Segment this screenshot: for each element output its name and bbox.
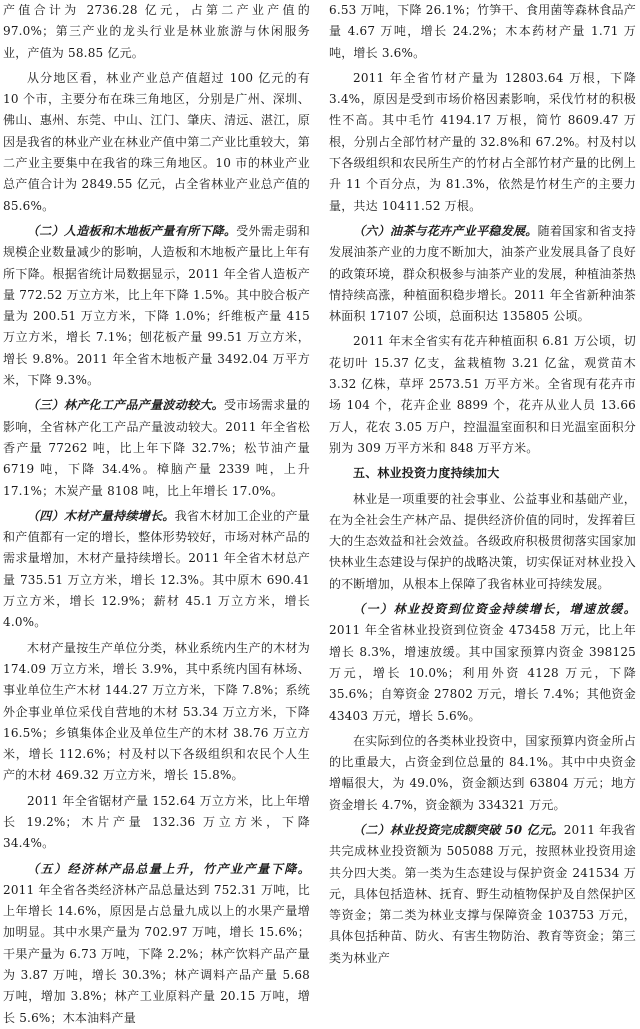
paragraph: 从分地区看，林业产业总产值超过 100 亿元的有 10 个市，主要分布在珠三角地区，分别是广州、深圳、佛山、惠州、东莞、中山、江门、肇庆、清远、湛江，原因是我省的林业产业在林业产值中第二产业比重较大，第二产业主要集中在我省的珠三角地区。10 市的林业产业总产值合计为 2849.55 亿元，占全省林业产业总产值的 85.6%。 [3, 70, 310, 213]
section-lead: （五）经济林产品总量上升，竹产业产量下降。 [27, 861, 310, 876]
paragraph: 林业是一项重要的社会事业、公益事业和基础产业，在为全社会生产林产品、提供经济价值的同时，发挥着巨大的生态效益和社会效益。各级政府积极贯彻落实国家加快林业生态建设与保护的战略决策，切实保证对林业投入的不断增加，从根本上保障了我省林业可持续发展。 [329, 491, 636, 591]
paragraph: 2011 年全省竹材产量为 12803.64 万根，下降 3.4%，原因是受到市场价格因素影响，采伐竹材的积极性不高。其中毛竹 4194.17 万根，简竹 8609.47 万根，分别占全部竹材产量的 32.8%和 67.2%。村及村以下各级组织和农民所生产的竹材占全部竹材产量的比例上升 11 个百分点，为 81.3%，依然是竹材生产的主要力量，共达 10411.52 万根。 [329, 70, 636, 213]
section-paragraph [3, 859, 310, 1029]
paragraph: 木材产量按生产单位分类，林业系统内生产的木材为 174.09 万立方米，增长 3.9%，其中系统内国有林场、事业单位生产木材 144.27 万立方米，下降 7.8%；系统外企事业单位采伐自营地的木材 53.34 万立方米，下降 16.5%；乡镇集体企业及单位生产的木材 38.76 万立方米，增长 112.6%；村及村以下各级组织和农民个人生产的木材 469.32 万立方米，增长 15.8%。 [3, 640, 310, 783]
section-paragraph [329, 599, 636, 727]
right-column [329, 0, 636, 965]
section-body: 随着国家和省支持发展油茶产业的力度不断加大，油茶产业发展具备了良好的政策环境，群众积极参与油茶产业的发展，种植油茶热情持续高涨，种植面积稳步增长。2011 年全省新种油茶林面积 17107 公顷，总面积达 135805 公顷。 [329, 223, 636, 324]
section-paragraph [3, 395, 310, 501]
section-paragraph [3, 221, 310, 391]
section-body: 受外需走弱和规模企业数量减少的影响，人造板和木地板产量比上年有所下降。根据省统计局数据显示，2011 年全省人造板产量 772.52 万立方米，比上年下降 1.5%。其中胶合板产量为 200.51 万立方米，下降 1.0%；纤维板产量 415 万立方米，增长 7.1%；刨花板产量 99.51 万立方米，增长 9.8%。2011 年全省木地板产量 3492.04 万平方米，下降 9.3%。 [3, 223, 310, 388]
section-lead: （一）林业投资到位资金持续增长，增速放缓。 [353, 602, 636, 617]
paragraph: 在实际到位的各类林业投资中，国家预算内资金所占的比重最大，占资金到位总量的 84.1%。其中中央资金增幅很大，为 49.0%，资金额达到 63804 万元；地方资金增长 4.7%，资金额为 334321 万元。 [329, 733, 636, 812]
section-body: 2011 年全省各类经济林产品总量达到 752.31 万吨，比上年增长 14.6%，原因是占总量九成以上的水果产量增加明显。其中水果产量为 702.97 万吨，增长 15.6%；干果产量为 6.73 万吨，下降 2.2%；林产饮料产品产量为 3.87 万吨，增长 30.3%；林产调料产品产量 5.68 万吨，增加 3.8%；林产工业原料产量 20.15 万吨，增长 5.6%；木本油料产量 [3, 882, 310, 1025]
paragraph: 2011 年末全省实有花卉种植面积 6.81 万公顷，切花切叶 15.37 亿支，盆栽植物 3.21 亿盆，观赏苗木 3.32 亿株，草坪 2573.51 万平方米。全省现有花卉市场 104 个，花卉企业 8899 个，花卉从业人员 13.66 万人，花农 3.05 万户，控温温室面积和日光温室面积分别为 309 万平方米和 848 万平方米。 [329, 334, 636, 455]
section-paragraph [3, 506, 310, 634]
section-lead: （二）林业投资完成额突破 50 亿元。 [353, 822, 564, 837]
section-paragraph [329, 820, 636, 969]
section-lead: （四）木材产量持续增长。 [27, 508, 175, 523]
left-column [3, 0, 311, 1025]
section-paragraph [329, 221, 636, 327]
paragraph: 产值合计为 2736.28 亿元，占第二产业产值的 97.0%；第三产业的龙头行业是林业旅游与休闲服务业，产值为 58.85 亿元。 [3, 3, 310, 60]
section-body: 2011 年全省林业投资到位资金 473458 万元，比上年增长 8.3%，增速放缓。其中国家预算内资金 398125 万元，增长 10.0%；利用外资 4128 万元，下降 35.6%；自筹资金 27802 万元，增长 7.4%；其他资金 43403 万元，增长 5.6%。 [329, 623, 636, 723]
section-heading: 五、林业投资力度持续加大 [353, 466, 500, 481]
section-body: 我省木材加工企业的产量和产值都有一定的增长，整体形势较好，市场对林产品的需求量增加，木材产量持续增长。2011 年全省木材总产量 735.51 万立方米，增长 12.3%。其中原木 690.41 万立方米，增长 12.9%；薪材 45.1 万立方米，增长 4.0%。 [3, 508, 311, 630]
section-body: 2011 年我省共完成林业投资额为 505088 万元，按照林业投资用途共分四大类。第一类为生态建设与保护资金 241534 万元，具体包括造林、抚育、野生动植物保护及自然保护区等资金；第二类为林业支撑与保障资金 103753 万元，具体包括种苗、防火、有害生物防治、教育等资金；第三类为林业产 [329, 822, 636, 965]
section-lead: （二）人造板和木地板产量有所下降。 [27, 223, 237, 238]
section-body: 受市场需求量的影响，全省林产化工产品产量波动较大。2011 年全省松香产量 77262 吨，比上年下降 32.7%；松节油产量 6719 吨，下降 34.4%。樟脑产量 2339 吨，上升 17.1%；木炭产量 8108 吨，比上年增长 17.0%。 [3, 398, 311, 498]
section-lead: （三）林产化工产品产量波动较大。 [27, 398, 224, 413]
paragraph: 6.53 万吨，下降 26.1%；竹笋干、食用菌等森林食品产量 4.67 万吨，增长 24.2%；木本药材产量 1.71 万吨，增长 3.6%。 [329, 3, 636, 60]
section-lead: （六）油茶与花卉产业平稳发展。 [353, 223, 538, 238]
paragraph: 2011 年全省锯材产量 152.64 万立方米，比上年增长 19.2%；木片产量 132.36 万立方米，下降 34.4%。 [3, 793, 310, 851]
